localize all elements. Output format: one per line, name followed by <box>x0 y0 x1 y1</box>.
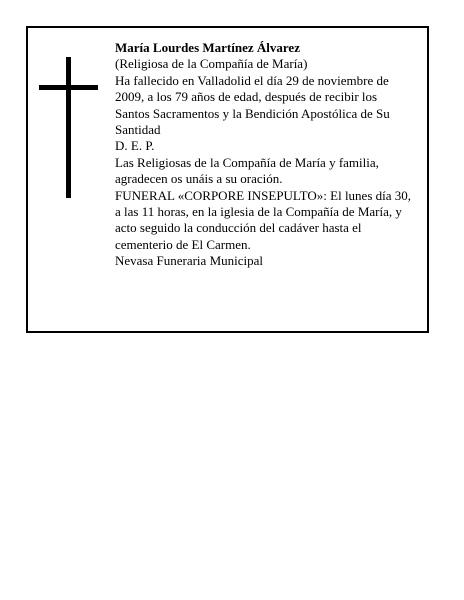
obituary-notice <box>26 26 429 333</box>
religious-affiliation: (Religiosa de la Compañía de María) <box>115 56 308 72</box>
deceased-name: María Lourdes Martínez Álvarez <box>115 40 300 55</box>
cross-horizontal-bar <box>39 85 98 90</box>
death-statement: Ha fallecido en Valladolid el día 29 de noviembre de 2009, a los 79 años de edad, después de recibir los Santos Sacramentos y la Bendición Apostólica de Su Santidad <box>115 72 390 138</box>
rip-line: D. E. P. <box>115 138 155 154</box>
funeral-home: Nevasa Funeraria Municipal <box>115 253 264 269</box>
notice-text <box>115 40 415 270</box>
funeral-details: FUNERAL «CORPORE INSEPULTO»: El lunes día 30, a las 11 horas, en la iglesia de la Compañía de María, y acto seguido la conducción del cadáver hasta el cementerio de El Carmen. <box>115 187 412 252</box>
family-message: Las Religiosas de la Compañía de María y familia, agradecen os unáis a su oración. <box>115 154 379 187</box>
cross-vertical-bar <box>66 57 71 198</box>
